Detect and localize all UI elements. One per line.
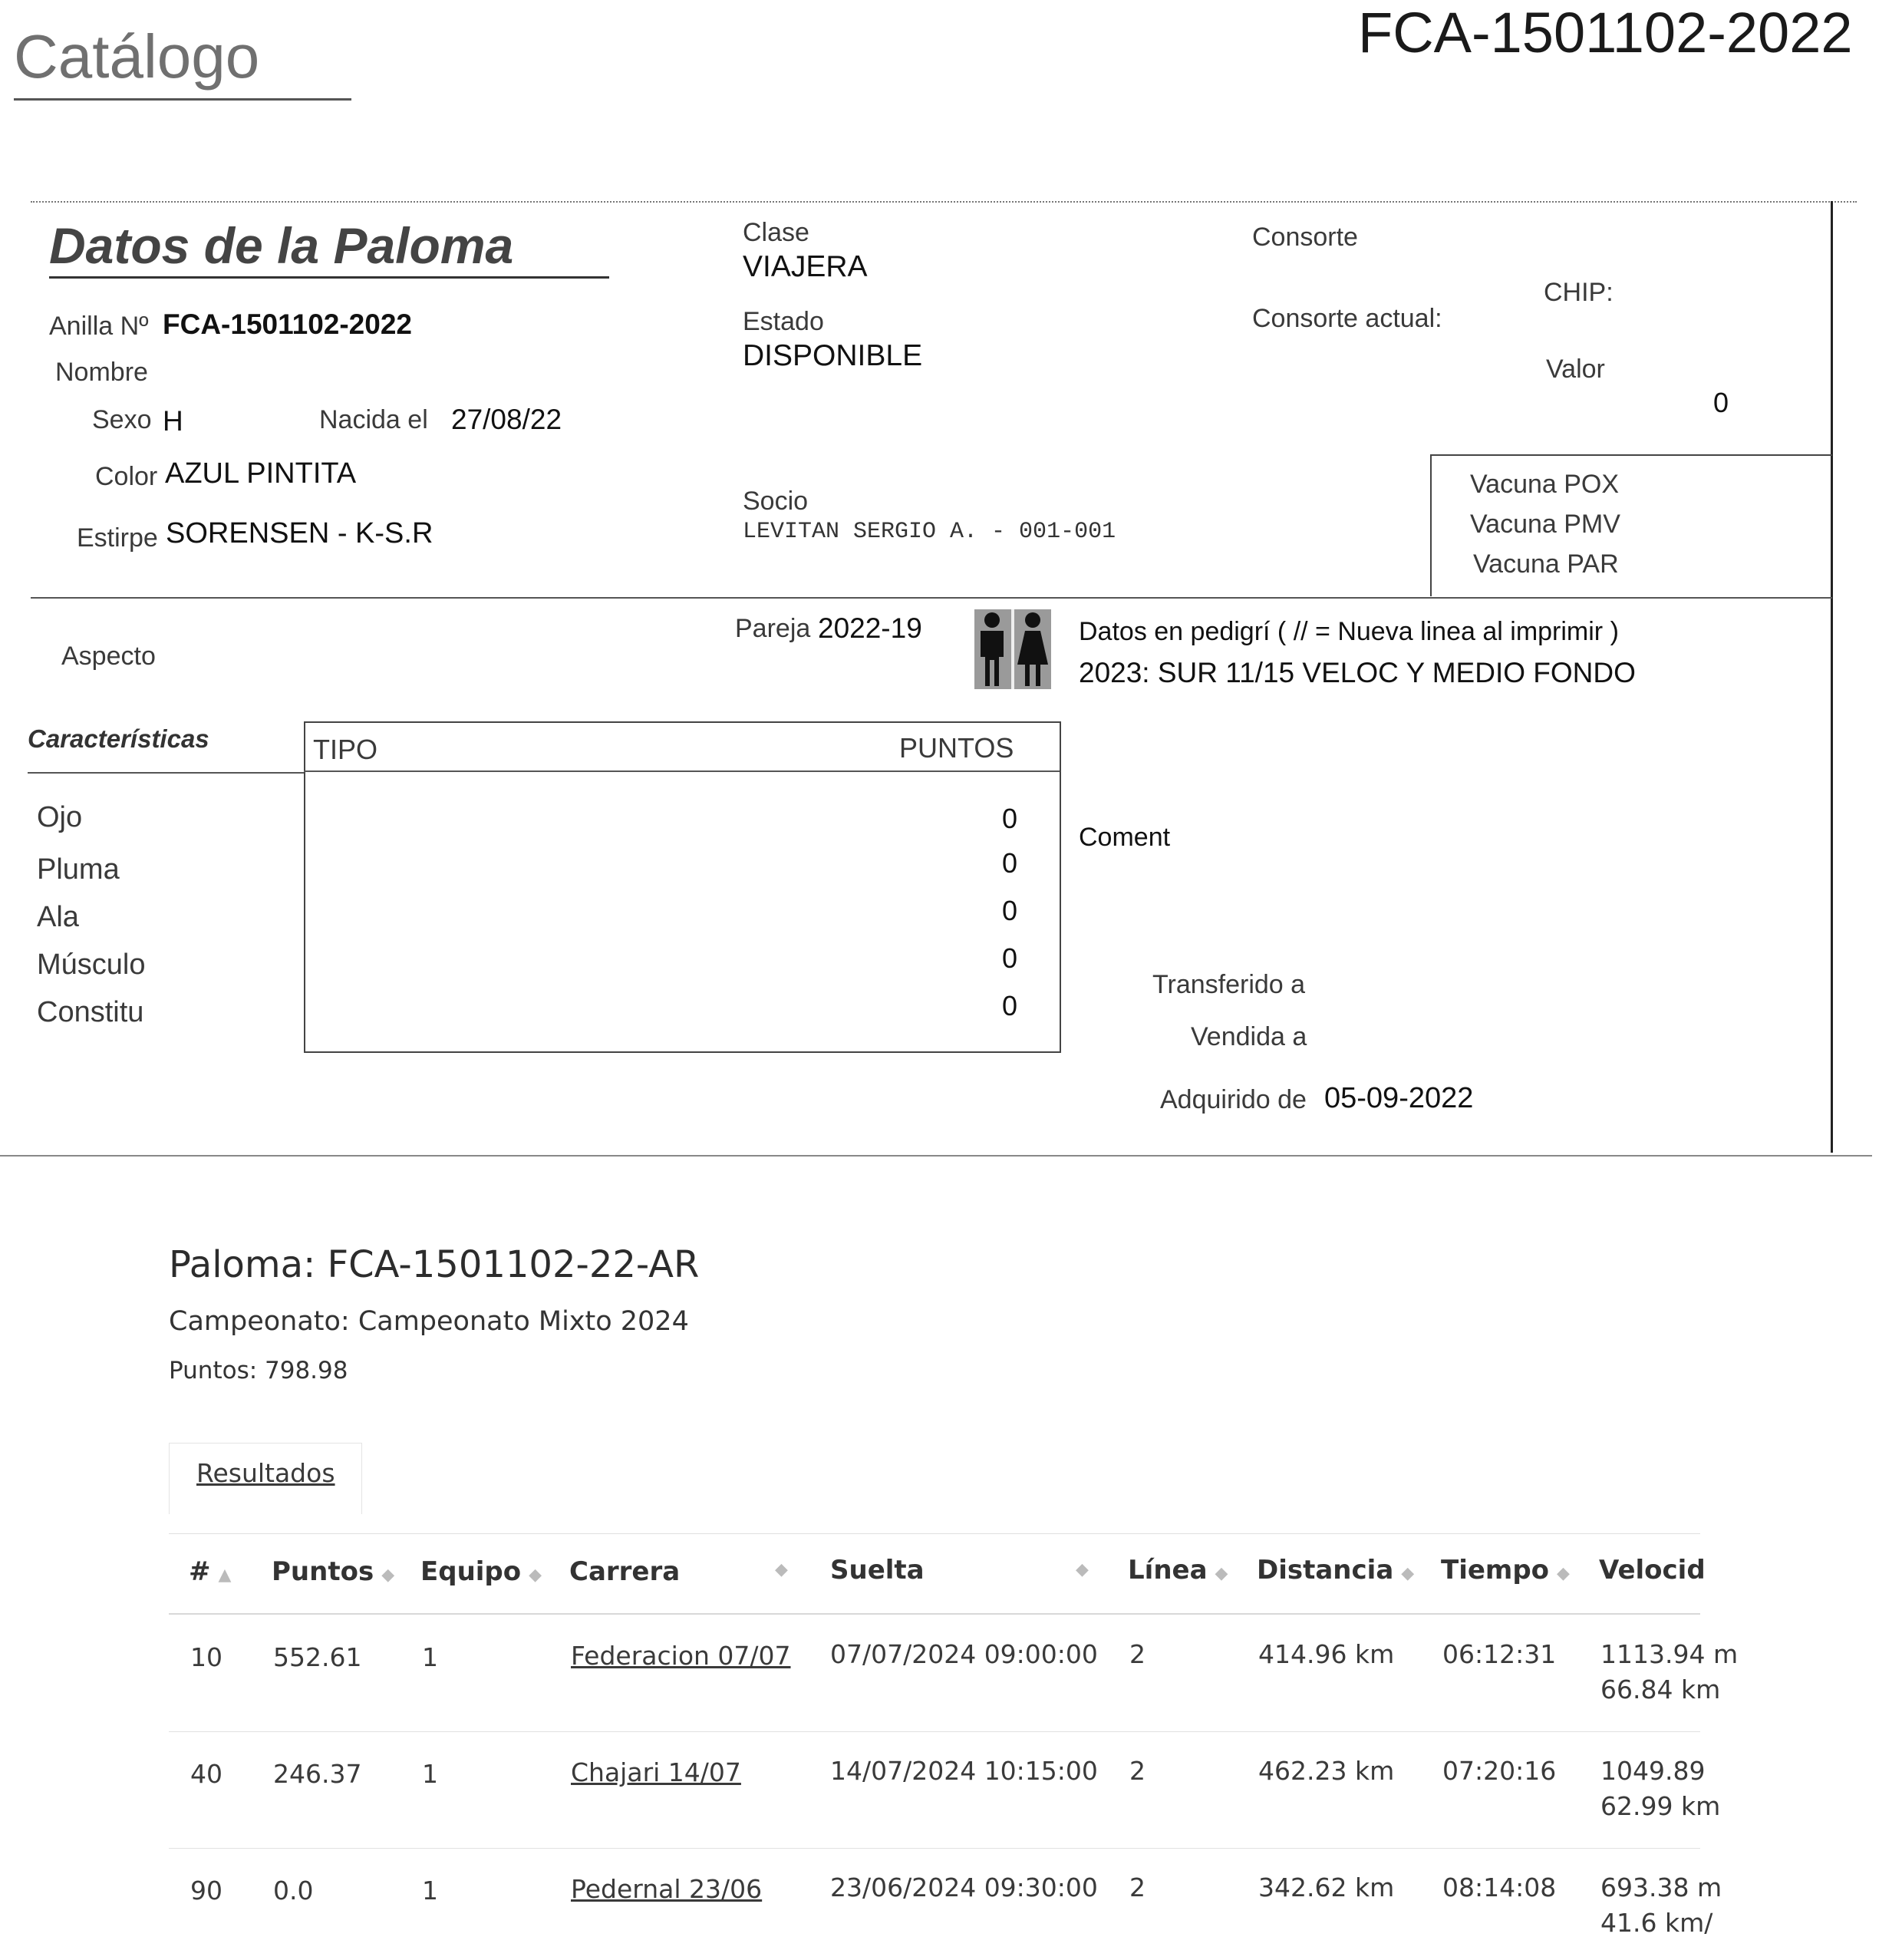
col-linea[interactable]: Línea ◆ bbox=[1128, 1555, 1228, 1585]
sort-icon: ▲ bbox=[218, 1566, 232, 1585]
vacuna-pox: Vacuna POX bbox=[1470, 470, 1620, 499]
caracteristicas-underline bbox=[28, 772, 304, 774]
row1-equipo: 1 bbox=[422, 1642, 438, 1672]
col-suelta[interactable]: Suelta bbox=[830, 1555, 925, 1585]
table-row-line bbox=[169, 1731, 1700, 1732]
row3-tiempo: 08:14:08 bbox=[1442, 1873, 1557, 1902]
table-header-line bbox=[169, 1613, 1700, 1615]
pedigri-label: Datos en pedigrí ( // = Nueva linea al imprimir ) bbox=[1079, 617, 1619, 646]
row2-velocidad-kmh: 62.99 km bbox=[1600, 1791, 1721, 1821]
row1-puntos: 552.61 bbox=[273, 1642, 362, 1672]
consorte-actual-label: Consorte actual: bbox=[1252, 304, 1442, 333]
row1-distancia: 414.96 km bbox=[1258, 1639, 1395, 1669]
row1-suelta: 07/07/2024 09:00:00 bbox=[830, 1639, 1098, 1669]
row3-pos: 90 bbox=[190, 1876, 223, 1906]
pedigri-value: 2023: SUR 11/15 VELOC Y MEDIO FONDO bbox=[1079, 657, 1636, 688]
frame-right-line bbox=[1831, 201, 1833, 1153]
row2-suelta: 14/07/2024 10:15:00 bbox=[830, 1756, 1098, 1786]
row2-puntos: 246.37 bbox=[273, 1759, 362, 1789]
paloma-title: Paloma: FCA-1501102-22-AR bbox=[169, 1243, 700, 1286]
frame-bottom-line bbox=[0, 1155, 1872, 1157]
sexo-label: Sexo bbox=[92, 405, 152, 434]
col-puntos[interactable]: Puntos ◆ bbox=[272, 1556, 395, 1587]
vendida-label: Vendida a bbox=[1191, 1022, 1307, 1051]
adquirido-label: Adquirido de bbox=[1160, 1085, 1307, 1114]
vacuna-par: Vacuna PAR bbox=[1473, 549, 1619, 579]
col-pos[interactable]: # ▲ bbox=[189, 1556, 232, 1587]
caracteristica-ojo: Ojo bbox=[37, 801, 83, 833]
row1-velocidad-kmh: 66.84 km bbox=[1600, 1675, 1721, 1704]
sort-icon: ◆ bbox=[1401, 1564, 1415, 1583]
pareja-value: 2022-19 bbox=[818, 612, 922, 644]
tab-resultados-label[interactable]: Resultados bbox=[196, 1458, 335, 1488]
row3-velocidad-kmh: 41.6 km/ bbox=[1600, 1908, 1713, 1938]
sort-icon: ◆ bbox=[775, 1559, 788, 1579]
col-velocidad[interactable]: Velocid bbox=[1599, 1555, 1706, 1585]
row2-pos: 40 bbox=[190, 1759, 223, 1789]
nacida-value: 27/08/22 bbox=[451, 404, 562, 435]
row3-linea: 2 bbox=[1129, 1873, 1145, 1902]
puntos-ojo: 0 bbox=[1002, 803, 1018, 834]
caracteristica-constitu: Constitu bbox=[37, 996, 144, 1028]
section-title: Datos de la Paloma bbox=[49, 217, 514, 274]
couple-icon bbox=[974, 609, 1051, 689]
estado-value: DISPONIBLE bbox=[743, 339, 923, 372]
row1-carrera-link[interactable]: Federacion 07/07 bbox=[571, 1641, 791, 1671]
caracteristicas-label: Características bbox=[28, 724, 209, 753]
aspecto-label: Aspecto bbox=[61, 642, 156, 671]
col-distancia[interactable]: Distancia ◆ bbox=[1257, 1555, 1415, 1585]
table-row-line bbox=[169, 1848, 1700, 1849]
transferido-label: Transferido a bbox=[1152, 970, 1306, 999]
row3-suelta: 23/06/2024 09:30:00 bbox=[830, 1873, 1098, 1902]
puntos-musculo: 0 bbox=[1002, 942, 1018, 974]
row2-carrera-link[interactable]: Chajari 14/07 bbox=[571, 1757, 741, 1787]
socio-value: LEVITAN SERGIO A. - 001-001 bbox=[743, 519, 1116, 545]
sort-icon: ◆ bbox=[1215, 1564, 1228, 1583]
consorte-label: Consorte bbox=[1252, 223, 1358, 252]
puntos-header: PUNTOS bbox=[899, 732, 1014, 764]
catalog-title: Catálogo bbox=[14, 22, 260, 91]
vacuna-pmv: Vacuna PMV bbox=[1470, 510, 1620, 539]
adquirido-value: 05-09-2022 bbox=[1324, 1082, 1474, 1114]
clase-label: Clase bbox=[743, 218, 809, 247]
caracteristica-ala: Ala bbox=[37, 901, 79, 933]
row2-tiempo: 07:20:16 bbox=[1442, 1756, 1557, 1786]
row1-pos: 10 bbox=[190, 1642, 223, 1672]
col-tiempo[interactable]: Tiempo ◆ bbox=[1441, 1555, 1570, 1585]
sort-icon: ◆ bbox=[1557, 1564, 1570, 1583]
row2-velocidad: 1049.89 bbox=[1600, 1756, 1706, 1786]
valor-value: 0 bbox=[1713, 387, 1729, 418]
puntos-ala: 0 bbox=[1002, 895, 1018, 926]
sexo-value: H bbox=[163, 405, 183, 437]
frame-middle-line bbox=[31, 597, 1832, 599]
anilla-label: Anilla Nº bbox=[49, 312, 149, 341]
frame-top-line bbox=[31, 201, 1857, 203]
sort-icon: ◆ bbox=[381, 1566, 395, 1585]
tabs-bottom-line bbox=[169, 1533, 1700, 1534]
row3-velocidad: 693.38 m bbox=[1600, 1873, 1722, 1902]
row3-equipo: 1 bbox=[422, 1876, 438, 1906]
row1-velocidad: 1113.94 m bbox=[1600, 1639, 1739, 1669]
valor-label: Valor bbox=[1546, 355, 1605, 384]
chip-label: CHIP: bbox=[1544, 278, 1614, 307]
estirpe-label: Estirpe bbox=[77, 523, 158, 553]
row2-equipo: 1 bbox=[422, 1759, 438, 1789]
estirpe-value: SORENSEN - K-S.R bbox=[166, 517, 433, 549]
caracteristicas-table-header-line bbox=[304, 770, 1060, 772]
row3-distancia: 342.62 km bbox=[1258, 1873, 1395, 1902]
clase-value: VIAJERA bbox=[743, 250, 868, 283]
row2-distancia: 462.23 km bbox=[1258, 1756, 1395, 1786]
catalog-title-underline bbox=[14, 98, 351, 101]
coment-label: Coment bbox=[1079, 823, 1171, 852]
ring-id-top: FCA-1501102-2022 bbox=[1358, 1, 1853, 64]
row2-linea: 2 bbox=[1129, 1756, 1145, 1786]
col-equipo[interactable]: Equipo ◆ bbox=[420, 1556, 542, 1587]
caracteristica-musculo: Músculo bbox=[37, 949, 146, 981]
color-value: AZUL PINTITA bbox=[165, 457, 357, 490]
puntos-total: Puntos: 798.98 bbox=[169, 1357, 348, 1384]
campeonato-text: Campeonato: Campeonato Mixto 2024 bbox=[169, 1306, 689, 1337]
nacida-label: Nacida el bbox=[319, 405, 428, 434]
row1-linea: 2 bbox=[1129, 1639, 1145, 1669]
puntos-constitu: 0 bbox=[1002, 990, 1018, 1021]
row1-tiempo: 06:12:31 bbox=[1442, 1639, 1557, 1669]
section-title-underline bbox=[49, 276, 609, 279]
row3-puntos: 0.0 bbox=[273, 1876, 314, 1906]
color-label: Color bbox=[95, 462, 158, 491]
caracteristica-pluma: Pluma bbox=[37, 853, 120, 886]
estado-label: Estado bbox=[743, 307, 824, 336]
sort-icon: ◆ bbox=[1076, 1559, 1089, 1579]
col-carrera[interactable]: Carrera bbox=[569, 1556, 681, 1587]
anilla-value: FCA-1501102-2022 bbox=[163, 309, 412, 340]
socio-label: Socio bbox=[743, 487, 809, 516]
row3-carrera-link[interactable]: Pedernal 23/06 bbox=[571, 1874, 763, 1904]
tipo-header: TIPO bbox=[313, 734, 378, 765]
pareja-label: Pareja bbox=[735, 614, 811, 643]
puntos-pluma: 0 bbox=[1002, 847, 1018, 879]
nombre-label: Nombre bbox=[55, 358, 148, 387]
sort-icon: ◆ bbox=[529, 1566, 542, 1585]
